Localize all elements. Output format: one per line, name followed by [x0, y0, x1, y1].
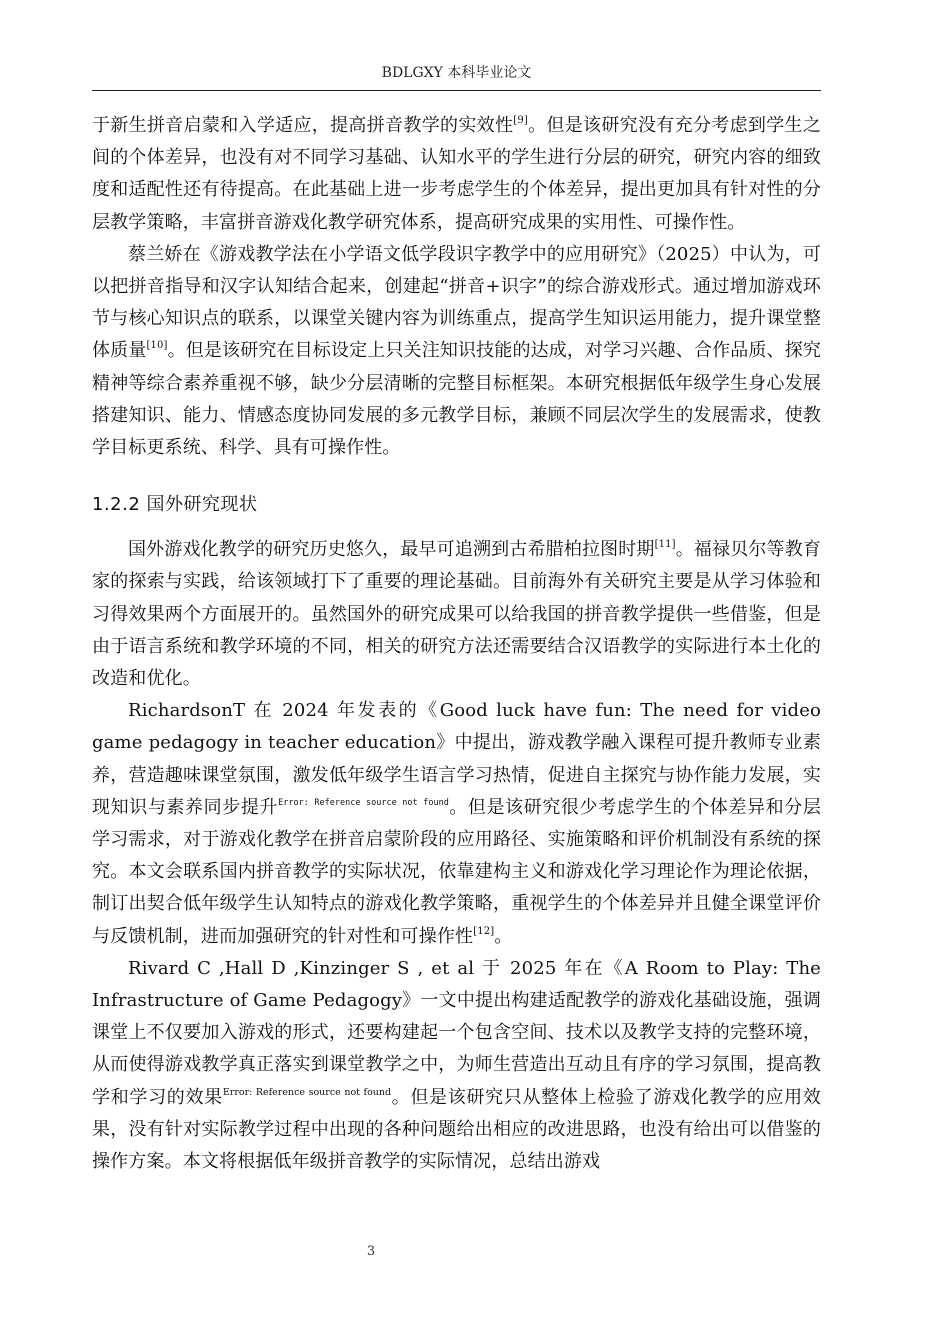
- citation: [10]: [146, 340, 168, 352]
- reference-error: Error: Reference source not found: [278, 797, 449, 808]
- paragraph-1: 于新生拼音启蒙和入学适应，提高拼音教学的实效性[9]。但是该研究没有充分考虑到学生之间的个体差异，也没有对不同学习基础、认知水平的学生进行分层的研究，研究内容的细致度和适配性还有待提高。在此基础上进一步考虑学生的个体差异，提出更加具有针对性的分层教学策略，丰富拼音游戏化教学研究体系，提高研究成果的实用性、可操作性。: [92, 115, 821, 233]
- citation: [11]: [654, 539, 676, 551]
- body-text: [92, 110, 821, 1178]
- citation: [12]: [473, 925, 495, 937]
- paragraph-5: Rivard C ,Hall D ,Kinzinger S , et al 于 2025 年在《A Room to Play: The Infrastructure of Game Pedagogy》一文中提出构建适配教学的游戏化基础设施，强调课堂上不仅要加入游戏的形式，还要构建起一个包含空间、技术以及教学支持的完整环境，从而使得游戏教学真正落实到课堂教学之中，为师生营造出互动且有序的学习氛围，提高教学和学习的效果$^{Error: Reference source not found}$。但是该研究只从整体上检验了游戏化教学的应用效果，没有针对实际教学过程中出现的各种问题给出相应的改进思路，也没有给出可以借鉴的操作方案。本文将根据低年级拼音教学的实际情况，总结出游戏: [92, 957, 821, 1173]
- reference-error: Error: Reference source not found: [222, 1086, 392, 1098]
- paragraph-4: RichardsonT 在 2024 年发表的《Good luck have fun: The need for video game pedagogy in teacher education》中提出，游戏教学融入课程可提升教师专业素养，营造趣味课堂氛围，激发低年级学生语言学习热情，促进自主探究与协作能力发展，实现知识与素养同步提升$^{Error: Reference source not found}$。但是该研究很少考虑学生的个体差异和分层学习需求，对于游戏化教学在拼音启蒙阶段的应用路径、实施策略和评价机制没有系统的探究。本文会联系国内拼音教学的实际状况，依靠建构主义和游戏化学习理论作为理论依据，制订出契合低年级学生认知特点的游戏化教学策略，重视学生的个体差异并且健全课堂评价与反馈机制，进而加强研究的针对性和可操作性[12]。: [92, 700, 821, 947]
- citation: [9]: [513, 115, 528, 126]
- section-heading: 1.2.2 国外研究现状: [92, 494, 258, 516]
- paragraph-2: 蔡兰娇在《游戏教学法在小学语文低学段识字教学中的应用研究》（2025）中认为，可以把拼音指导和汉字认知结合起来，创建起“拼音+识字”的综合游戏形式。通过增加游戏环节与核心知识点的联系，以课堂关键内容为训练重点，提高学生知识运用能力，提升课堂整体质量[10]。但是该研究在目标设定上只关注知识技能的达成，对学习兴趣、合作品质、探究精神等综合素养重视不够，缺少分层清晰的完整目标框架。本研究根据低年级学生身心发展搭建知识、能力、情感态度协同发展的多元教学目标，兼顾不同层次学生的发展需求，使教学目标更系统、科学、具有可操作性。: [92, 243, 821, 459]
- page-number: 3: [366, 1244, 376, 1259]
- running-header: BDLGXY 本科毕业论文: [92, 62, 821, 91]
- paragraph-3: 国外游戏化教学的研究历史悠久，最早可追溯到古希腊柏拉图时期[11]。福禄贝尔等教育家的探索与实践，给该领域打下了重要的理论基础。目前海外有关研究主要是从学习体验和习得效果两个方面展开的。虽然国外的研究成果可以给我国的拼音教学提供一些借鉴，但是由于语言系统和教学环境的不同，相关的研究方法还需要结合汉语教学的实际进行本土化的改造和优化。: [92, 539, 821, 690]
